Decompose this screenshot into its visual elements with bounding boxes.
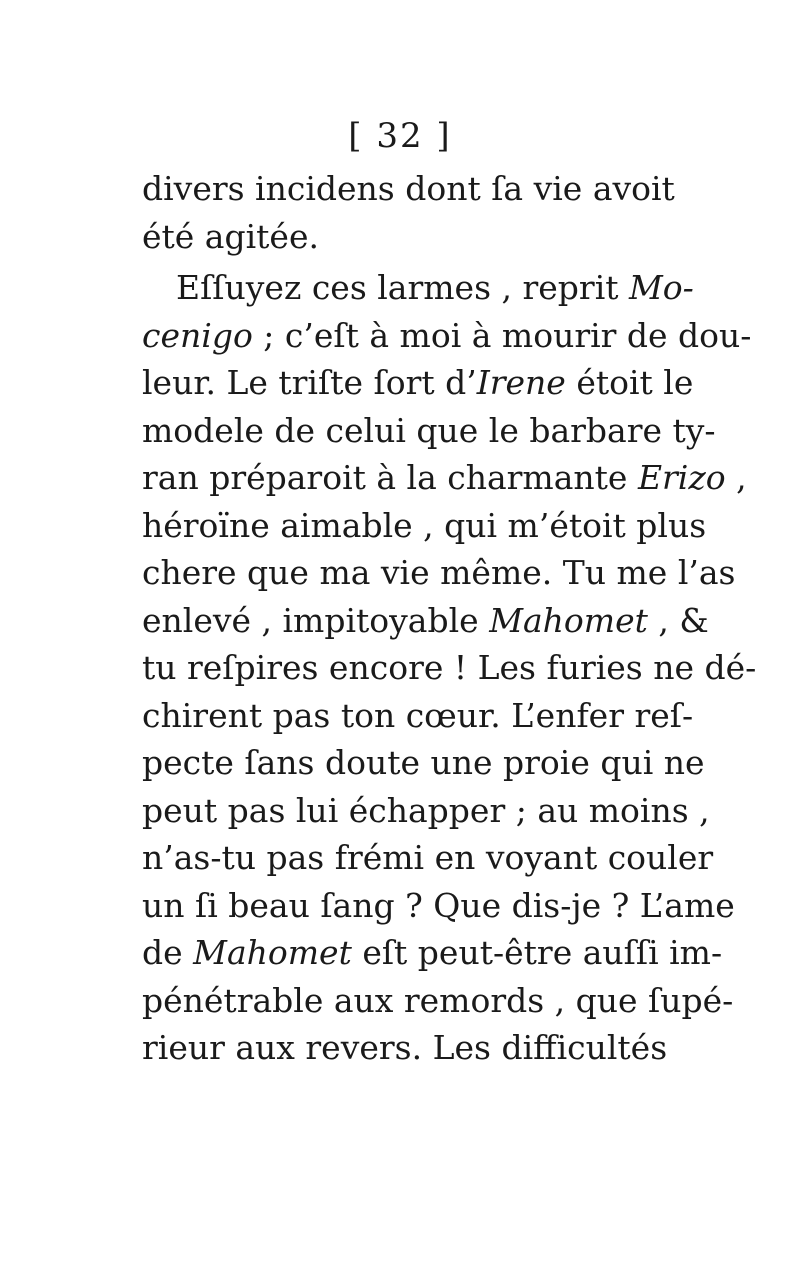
text-line: tu reſpires encore ! Les furies ne dé- bbox=[142, 648, 757, 687]
text-line: chere que ma vie même. Tu me l’as bbox=[142, 553, 736, 592]
italic-name: Mo- bbox=[629, 268, 694, 307]
text-line: enlevé , impitoyable Mahomet , & bbox=[142, 600, 709, 640]
text-line: héroïne aimable , qui m’étoit plus bbox=[142, 505, 707, 545]
italic-name: Mahomet bbox=[489, 600, 648, 640]
text-line: divers incidens dont ſa vie avoit bbox=[142, 169, 675, 208]
text-line: cenigo ; c’eſt à moi à mourir de dou- bbox=[142, 315, 752, 355]
text-line: pénétrable aux remords , que ſupé- bbox=[142, 980, 734, 1020]
text-line: pecte ſans doute une proie qui ne bbox=[142, 743, 705, 782]
italic-name: Mahomet bbox=[193, 933, 352, 972]
page-number: [ 32 ] bbox=[348, 116, 452, 156]
italic-name: cenigo bbox=[142, 315, 253, 355]
text-line: leur. Le triſte ſort d’Irene étoit le bbox=[142, 363, 694, 402]
body-text bbox=[142, 165, 757, 1072]
italic-name: Irene bbox=[476, 363, 566, 402]
text-line: un ſi beau ſang ? Que dis-je ? L’ame bbox=[142, 885, 735, 925]
text-line: modele de celui que le barbare ty- bbox=[142, 410, 716, 450]
text-line: n’as-tu pas frémi en voyant couler bbox=[142, 838, 714, 877]
text-line: de Mahomet eſt peut-être auſſi im- bbox=[142, 933, 723, 972]
italic-name: Erizo bbox=[637, 458, 726, 497]
text-line: ran préparoit à la charmante Erizo , bbox=[142, 458, 747, 497]
text-line: peut pas lui échapper ; au moins , bbox=[142, 790, 710, 830]
text-line: chirent pas ton cœur. L’enfer reſ- bbox=[142, 695, 694, 735]
text-line: Eſſuyez ces larmes , reprit Mo- bbox=[176, 268, 694, 307]
text-line: été agitée. bbox=[142, 216, 319, 256]
text-line: rieur aux revers. Les difficultés bbox=[142, 1028, 668, 1067]
